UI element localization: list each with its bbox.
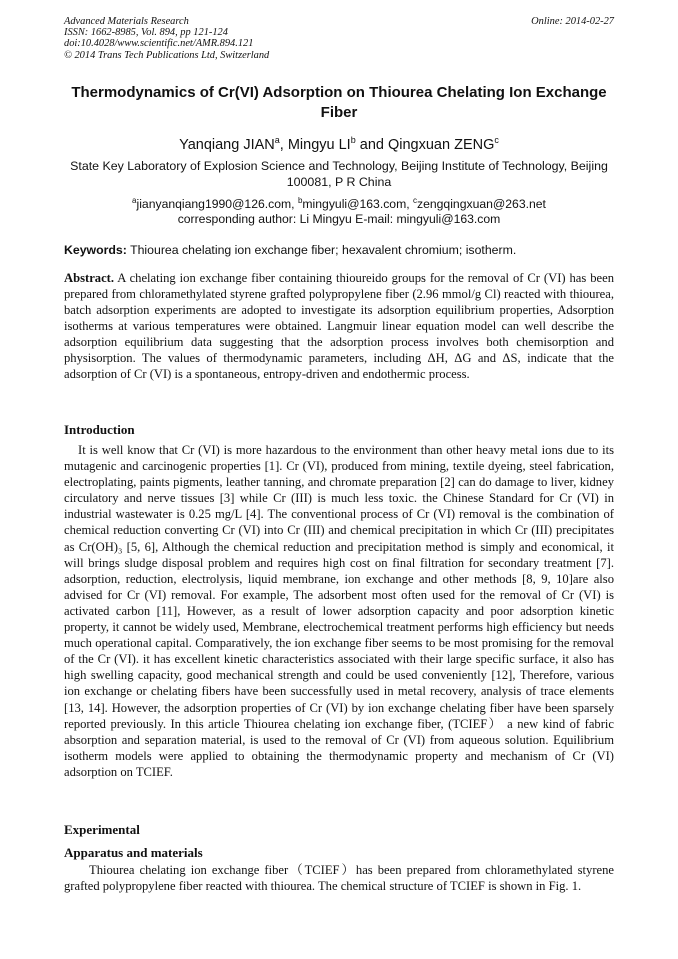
author-list: [64, 131, 614, 154]
author-name: Qingxuan ZENG: [387, 136, 495, 153]
online-date: Online: 2014-02-27: [531, 16, 614, 27]
introduction-paragraph: It is well know that Cr (VI) is more hazardous to the environment than other heavy metal ions due to its mutagenic and carcinogenic properties [1]. Cr (VI), produced from mining, textile dyeing, steel fabrication, electroplating, paints pigments, leather tanning, and chromate preparation [2] can do damage to liver, kidney circulatory and nerve tissues [3] while Cr (III) is much less toxic. the Chinese Standard for Cr (VI) in industrial wastewater is 0.25 mg/L [4]. The conventional process of Cr (VI) removal is the combination of chemical reduction converting Cr (VI) into Cr (III) and chemical precipitation in which Cr (III) precipitates as Cr(OH)₃ [5, 6], Although the chemical reduction and precipitation method is simply and economical, it will brings sludge disposal problem and requires high cost on final filtration for secondary treatment [7]. adsorption, reduction, electrolysis, liquid membrane, ion exchange and other methods [8, 9, 10]are also advised for Cr (VI) removal. For example, The adsorbent most often used for the removal of Cr (VI) is activated carbon [11], However, as a result of lower adsorption capacity and poor adsorption kinetic property, it cannot be widely used, Membrane, electrochemical treatment performs high efficiency but needs much operational capital. Comparatively, the ion exchange fiber seems to be most promising for the removal of the Cr (VI). it has excellent kinetic characteristics associated with their large specific surface, it also has high swelling capacity, good mechanical strength and could be used conveniently [12], Therefore, various ion exchange or chelating fibers have been successfully used in metal recovery, analysis of trace elements [13, 14]. However, the adsorption properties of Cr (VI) by ion exchange chelating fiber have been sparsely reported previously. In this article Thiourea chelating ion exchange fiber, (TCIEF） a new kind of fabric absorption and separation material, is used to the removal of Cr (VI) from aqueous solution. Equilibrium isotherm models were applied to obtaining the thermodynamic property and mechanism of Cr (VI) adsorption on TCIEF.: [64, 443, 614, 779]
keywords-text: Thiourea chelating ion exchange fiber; hexavalent chromium; isotherm.: [126, 243, 517, 257]
author-separator: and: [355, 136, 388, 153]
issn-line: ISSN: 1662-8985, Vol. 894, pp 121-124: [64, 27, 228, 39]
email-a[interactable]: jianyanqiang1990@126.com,: [136, 197, 298, 212]
keywords-label: Keywords:: [64, 243, 127, 257]
journal-header: [64, 16, 269, 61]
email-b[interactable]: mingyuli@163.com,: [302, 197, 413, 212]
abstract-text: A chelating ion exchange fiber containing thioureido groups for the removal of Cr (VI) has been prepared from chloramethylated styrene grafted polypropylene fiber (2.96 mmol/g Cl) reacted with thiourea, batch adsorption experiments are adopted to investigate its adsorption equilibrium properties, Adsorption isotherms at various temperatures were obtained. Langmuir linear equation model can well describe the adsorption equilibrium data suggesting that the adsorption process involves both chemisorption and physisorption. The values of thermodynamic parameters, including ΔH, ΔG and ΔS, indicate that the adsorption of Cr (VI) is a spontaneous, entropy-driven and endothermic process.: [64, 271, 614, 381]
author-sup: c: [494, 135, 499, 145]
paper-title: Thermodynamics of Cr(VI) Adsorption on Thiourea Chelating Ion Exchange Fiber: [71, 84, 607, 121]
section-heading-experimental: Experimental: [64, 822, 140, 837]
copyright-line: © 2014 Trans Tech Publications Ltd, Switzerland: [64, 49, 270, 61]
abstract: [64, 270, 614, 382]
affiliation: State Key Laboratory of Explosion Science and Technology, Beijing Institute of Technology, Beijing 100081, P R China: [70, 159, 608, 189]
author-name: Yanqiang JIAN: [179, 136, 275, 153]
author-emails: [64, 193, 614, 227]
email-c[interactable]: zengqingxuan@263.net: [417, 197, 546, 212]
author-name: Mingyu LI: [287, 136, 351, 153]
section-heading-introduction: Introduction: [64, 422, 135, 437]
email-line: [64, 193, 614, 212]
author-sup: a: [274, 135, 280, 145]
abstract-label: Abstract.: [64, 271, 115, 285]
email-sup: c: [413, 196, 417, 205]
journal-name: Advanced Materials Research: [64, 16, 189, 27]
email-sup: b: [297, 196, 303, 205]
author-sup: b: [350, 135, 356, 145]
doi-line: doi:10.4028/www.scientific.net/AMR.894.121: [64, 38, 254, 50]
corresponding-author: corresponding author: Li Mingyu E-mail: mingyuli@163.com: [177, 212, 501, 227]
subsection-heading-apparatus: Apparatus and materials: [64, 845, 203, 860]
keywords: [64, 242, 614, 258]
author-separator: ,: [279, 136, 288, 153]
apparatus-paragraph: Thiourea chelating ion exchange fiber（TCIEF）has been prepared from chloramethylated styrene grafted polypropylene fiber reacted with thiourea. The chemical structure of TCIEF is shown in Fig. 1.: [64, 863, 614, 894]
email-sup: a: [132, 196, 137, 205]
